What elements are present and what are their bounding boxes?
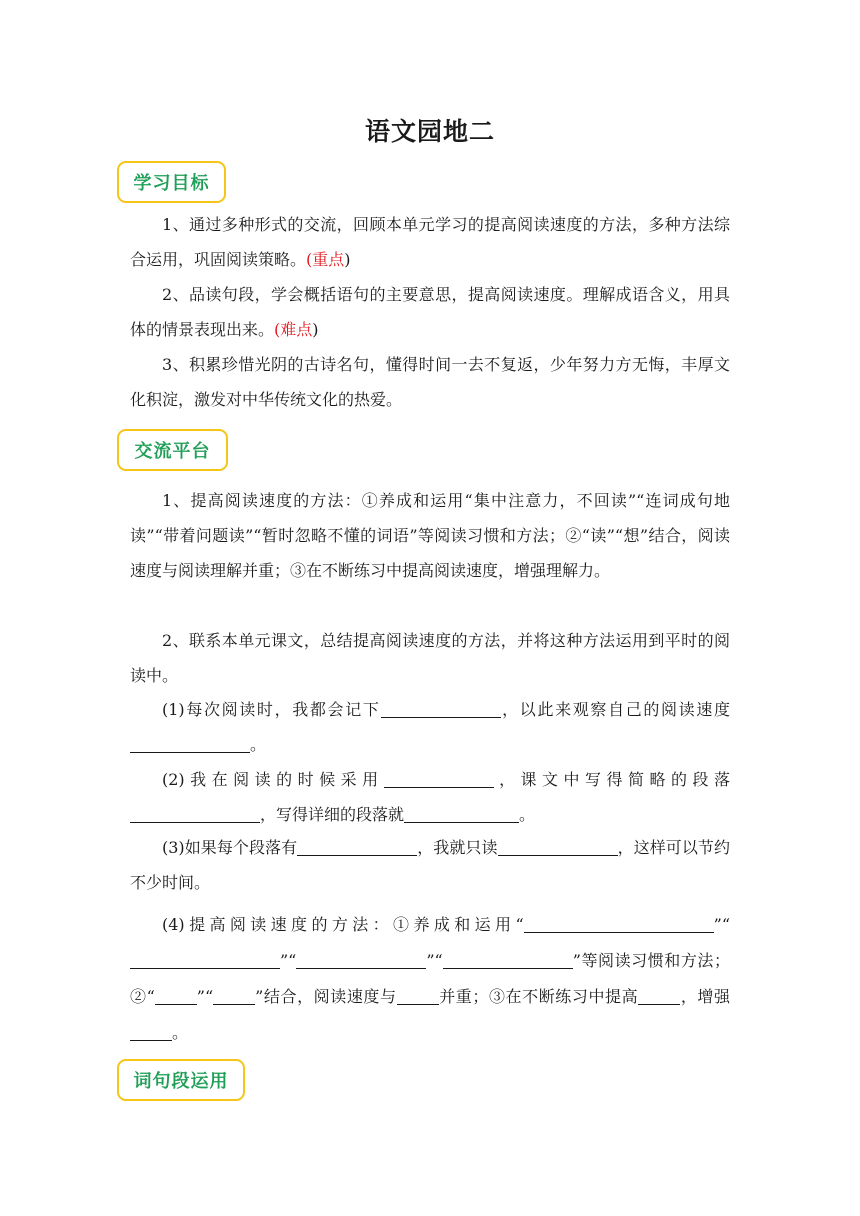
question-4-part-a: (4)提高阅读速度的方法：①养成和运用“ [162,915,524,934]
question-3 [130,830,730,900]
goal-item-2-text: 2、品读句段，学会概括语句的主要意思，提高阅读速度。理解成语含义，用具体的情景表现出来。 [130,285,730,339]
question-4-part-e: ”等阅读习惯和方法；②“ [130,951,730,1006]
exchange-paragraph-2: 2、联系本单元课文，总结提高阅读速度的方法，并将这种方法运用到平时的阅读中。 [130,631,730,685]
question-2-part-d: 。 [519,805,536,824]
question-2-part-b: ，课文中写得简略的段落 [493,770,730,789]
answer-blank[interactable] [130,804,260,823]
answer-blank[interactable] [155,986,197,1005]
section-label-exchange-platform: 交流平台 [117,429,228,471]
goal-item-1-text: 1、通过多种形式的交流，回顾本单元学习的提高阅读速度的方法，多种方法综合运用，巩固阅读策略。 [130,215,730,269]
goal-item-2-tag-close: ) [312,320,319,339]
question-2-part-a: (2)我在阅读的时候采用 [162,770,384,789]
answer-blank[interactable] [130,734,250,753]
goal-item-1 [130,207,730,277]
answer-blank[interactable] [384,769,494,788]
goal-item-3: 3、积累珍惜光阴的古诗名句，懂得时间一去不复返，少年努力方无悔，丰厚文化积淀，激发对中华传统文化的热爱。 [130,355,730,409]
question-4-part-f: ”“ [196,987,214,1006]
answer-blank[interactable] [297,837,417,856]
section-label-word-sentence-usage: 词句段运用 [117,1059,245,1101]
question-2 [130,762,730,832]
question-4-part-j: 。 [172,1023,189,1042]
question-2-part-c: ，写得详细的段落就 [260,805,405,824]
answer-blank[interactable] [443,950,573,969]
page-title: 语文园地二 [364,117,495,146]
answer-blank[interactable] [213,986,255,1005]
question-1 [130,692,730,762]
answer-blank[interactable] [397,986,439,1005]
answer-blank[interactable] [638,986,680,1005]
question-4-part-b: ”“ [713,915,730,934]
question-1-part-a: (1)每次阅读时，我都会记下 [162,700,381,719]
answer-blank[interactable] [498,837,618,856]
goal-item-1-tag: 重点 [312,250,345,269]
question-4-part-g: ”结合，阅读速度与 [255,987,397,1006]
answer-blank[interactable] [381,699,501,718]
question-3-part-a: (3)如果每个段落有 [162,838,298,857]
question-4-part-i: ，增强 [680,987,730,1006]
question-4-part-c: ”“ [280,951,297,970]
goal-item-2-tag-open: ( [274,320,281,339]
goal-item-1-tag-open: ( [306,250,313,269]
answer-blank[interactable] [130,950,280,969]
answer-blank[interactable] [130,1022,172,1041]
answer-blank[interactable] [404,804,519,823]
goal-item-2 [130,277,730,347]
question-1-part-c: 。 [250,735,267,754]
section-label-learning-goals: 学习目标 [117,161,226,203]
question-3-part-c: ，这样可以节约不少时间。 [130,838,730,892]
question-4 [130,907,730,1051]
question-3-part-b: ，我就只读 [417,838,498,857]
exchange-paragraph-1: 1、提高阅读速度的方法：①养成和运用“集中注意力，不回读”“连词成句地读”“带着问题读”“暂时忽略不懂的词语”等阅读习惯和方法；②“读”“想”结合，阅读速度与阅读理解并重；③在不断练习中提高阅读速度，增强理解力。 [130,491,730,580]
answer-blank[interactable] [296,950,426,969]
question-4-part-d: ”“ [426,951,443,970]
question-1-part-b: ，以此来观察自己的阅读速度 [500,700,730,719]
goal-item-1-tag-close: ) [344,250,351,269]
answer-blank[interactable] [524,914,714,933]
goal-item-2-tag: 难点 [280,320,313,339]
question-4-part-h: 并重；③在不断练习中提高 [438,987,639,1006]
